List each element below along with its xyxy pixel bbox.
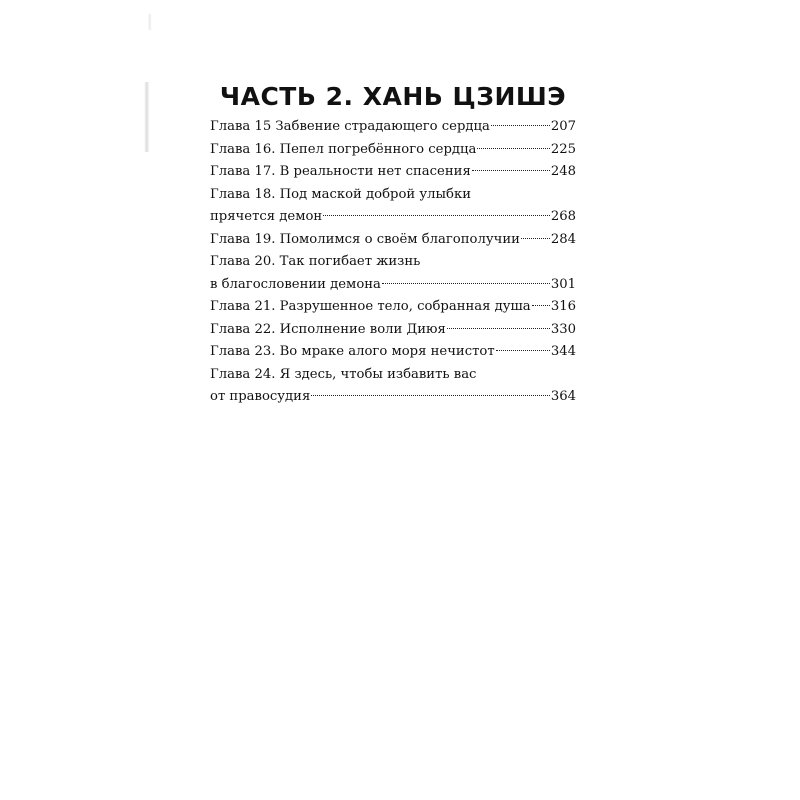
toc-entry-title: Глава 22. Исполнение воли Диюя (210, 321, 446, 337)
dot-leader (521, 238, 550, 239)
dot-leader (491, 125, 550, 126)
toc-entry-title: Глава 21. Разрушенное тело, собранная душа (210, 299, 531, 314)
toc-entry-title: прячется демон (210, 209, 323, 224)
toc-entry-row (210, 319, 576, 342)
toc-entry-page-number: 248 (550, 164, 576, 179)
toc-entry-row (210, 116, 576, 139)
section-title: ЧАСТЬ 2. ХАНЬ ЦЗИШЭ (219, 82, 567, 111)
toc-entry-row (210, 229, 576, 252)
toc-entry-page-number: 207 (550, 119, 576, 134)
toc-entry (210, 319, 576, 342)
toc-entry-title: в благословении демона (210, 276, 381, 292)
dot-leader (477, 148, 549, 149)
toc-entry-title: Глава 19. Помолимся о своём благополучии (210, 231, 520, 247)
toc-entry-page-number: 344 (550, 344, 576, 359)
dot-leader (532, 305, 550, 306)
toc-entry-title: от правосудия (210, 389, 311, 404)
table-of-contents (210, 116, 576, 409)
toc-entry-title: Глава 23. Во мраке алого моря нечистот (210, 344, 495, 359)
toc-entry-title: Глава 15 Забвение страдающего сердца (210, 119, 490, 134)
toc-entry-row (210, 296, 576, 319)
toc-entry-title: Глава 16. Пепел погребённого сердца (210, 141, 477, 157)
toc-entry (210, 229, 576, 252)
toc-entry-title-first-line: Глава 18. Под маской доброй улыбки (210, 186, 472, 202)
toc-entry-page-number: 284 (550, 231, 576, 247)
toc-entry-page-number: 316 (550, 299, 576, 314)
toc-entry-page-number: 364 (550, 389, 576, 404)
dot-leader (447, 328, 550, 329)
toc-entry-row (210, 274, 576, 297)
toc-entry-page-number: 225 (550, 141, 576, 157)
toc-entry (210, 251, 576, 296)
toc-entry (210, 184, 576, 229)
dot-leader (472, 170, 550, 171)
toc-entry (210, 139, 576, 162)
toc-entry-row (210, 341, 576, 364)
toc-entry (210, 116, 576, 139)
dot-leader (323, 215, 550, 216)
page-edge-mark (144, 82, 152, 152)
dot-leader (311, 395, 550, 396)
dot-leader (496, 350, 550, 351)
page-edge-mark-top (148, 14, 153, 30)
toc-entry-title-first-line: Глава 24. Я здесь, чтобы избавить вас (210, 366, 477, 382)
toc-entry-row (210, 386, 576, 409)
toc-entry-row (210, 206, 576, 229)
toc-entry-page-number: 301 (550, 276, 576, 292)
toc-entry-page-number: 268 (550, 209, 576, 224)
toc-entry-title: Глава 17. В реальности нет спасения (210, 164, 471, 179)
dot-leader (382, 283, 550, 284)
toc-entry-title-first-line: Глава 20. Так погибает жизнь (210, 254, 421, 269)
toc-entry (210, 161, 576, 184)
toc-entry-row (210, 161, 576, 184)
toc-entry (210, 341, 576, 364)
toc-entry (210, 296, 576, 319)
toc-entry (210, 364, 576, 409)
toc-entry-row (210, 139, 576, 162)
toc-entry-page-number: 330 (550, 321, 576, 337)
